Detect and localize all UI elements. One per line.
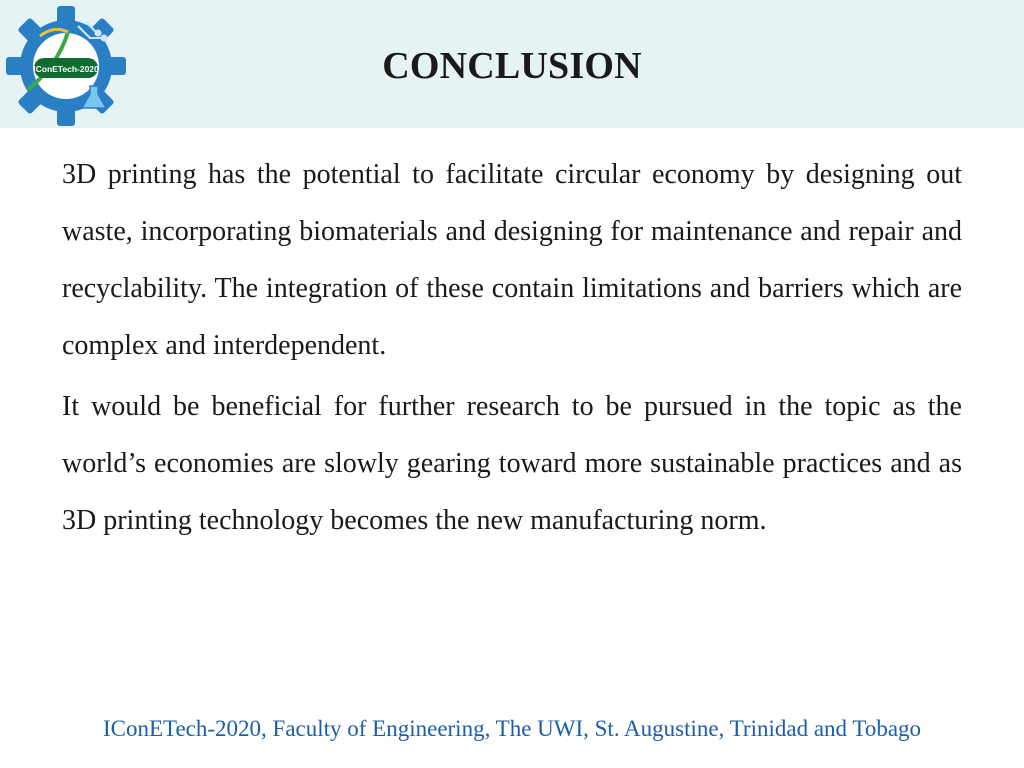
slide-title: CONCLUSION [382, 45, 642, 87]
footer-text: IConETech-2020, Faculty of Engineering, The UWI, St. Augustine, Trinidad and Tobago [102, 716, 922, 741]
logo-badge-text: IConETech-2020 [33, 64, 99, 74]
paragraph-2: It would be beneficial for further research to be pursued in the topic as the world’s economies are slowly gearing toward more sustainable practices and as 3D printing technology becomes the new manufacturing norm. [62, 391, 962, 536]
paragraph-1: 3D printing has the potential to facilitate circular economy by designing out waste, incorporating biomaterials and designing for maintenance and repair and recyclability. The integration of these contain limitations and barriers which are complex and interdependent. [62, 159, 962, 361]
